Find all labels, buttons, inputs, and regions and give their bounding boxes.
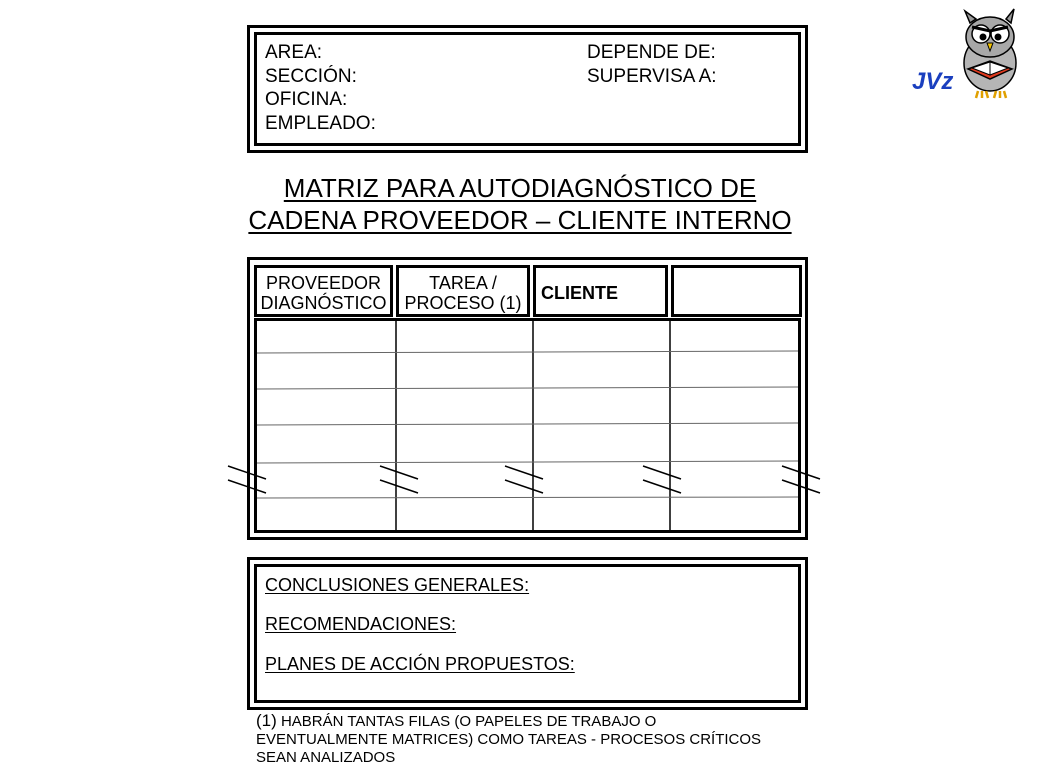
- footnote-line-1: [256, 712, 816, 731]
- column-header-cliente-label: CLIENTE: [541, 283, 619, 303]
- field-area: AREA:: [265, 42, 323, 63]
- column-header-proveedor: [254, 265, 393, 317]
- field-supervisa-a: SUPERVISA A:: [587, 65, 717, 87]
- field-depende-de: DEPENDE DE:: [587, 42, 716, 63]
- logo-text: JVz: [912, 68, 954, 95]
- column-header-blank: [671, 265, 802, 317]
- header-info-inner-frame: [254, 32, 801, 146]
- matrix-table: [247, 257, 808, 540]
- footnote-marker: (1): [256, 711, 277, 730]
- conclusions-box: [247, 557, 808, 710]
- header-right-fields: [587, 41, 717, 88]
- conclusions-inner-frame: [254, 564, 801, 703]
- page-title: [200, 172, 840, 236]
- title-line-2: CADENA PROVEEDOR – CLIENTE INTERNO: [248, 205, 792, 235]
- footnote-line-1-text: HABRÁN TANTAS FILAS (O PAPELES DE TRABAJO O: [280, 713, 657, 730]
- matrix-grid-lines: [257, 321, 798, 533]
- column-header-cliente: [533, 265, 668, 317]
- matrix-grid-frame: [254, 318, 801, 533]
- grid-row-line-3: [257, 423, 798, 425]
- header-left-fields: [265, 41, 376, 135]
- field-seccion: SECCIÓN:: [265, 65, 357, 87]
- grid-row-line-2: [257, 387, 798, 389]
- title-line-1: MATRIZ PARA AUTODIAGNÓSTICO DE: [283, 173, 757, 203]
- grid-row-line-1: [257, 351, 798, 353]
- grid-row-line-4: [257, 461, 798, 463]
- column-header-tarea-line1: TAREA /: [429, 273, 497, 293]
- column-header-proveedor-line2: DIAGNÓSTICO: [260, 293, 387, 313]
- field-oficina: OFICINA:: [265, 89, 348, 110]
- owl-reading-book-icon: [910, 5, 1035, 100]
- column-header-tarea: [396, 265, 530, 317]
- column-header-tarea-line2: PROCESO (1): [404, 293, 522, 313]
- footnote-line-3: SEAN ANALIZADOS: [256, 749, 396, 766]
- column-header-proveedor-line1: PROVEEDOR: [265, 273, 382, 293]
- planes-de-accion-label: PLANES DE ACCIÓN PROPUESTOS:: [265, 654, 575, 674]
- header-info-box: [247, 25, 808, 153]
- footnote-line-2: EVENTUALMENTE MATRICES) COMO TAREAS - PROCESOS CRÍTICOS: [256, 731, 762, 748]
- field-empleado: EMPLEADO:: [265, 112, 376, 134]
- footnote: [256, 712, 816, 767]
- recomendaciones-label: RECOMENDACIONES:: [265, 614, 457, 634]
- conclusiones-generales-label: CONCLUSIONES GENERALES:: [265, 575, 530, 595]
- grid-row-line-5: [257, 497, 798, 498]
